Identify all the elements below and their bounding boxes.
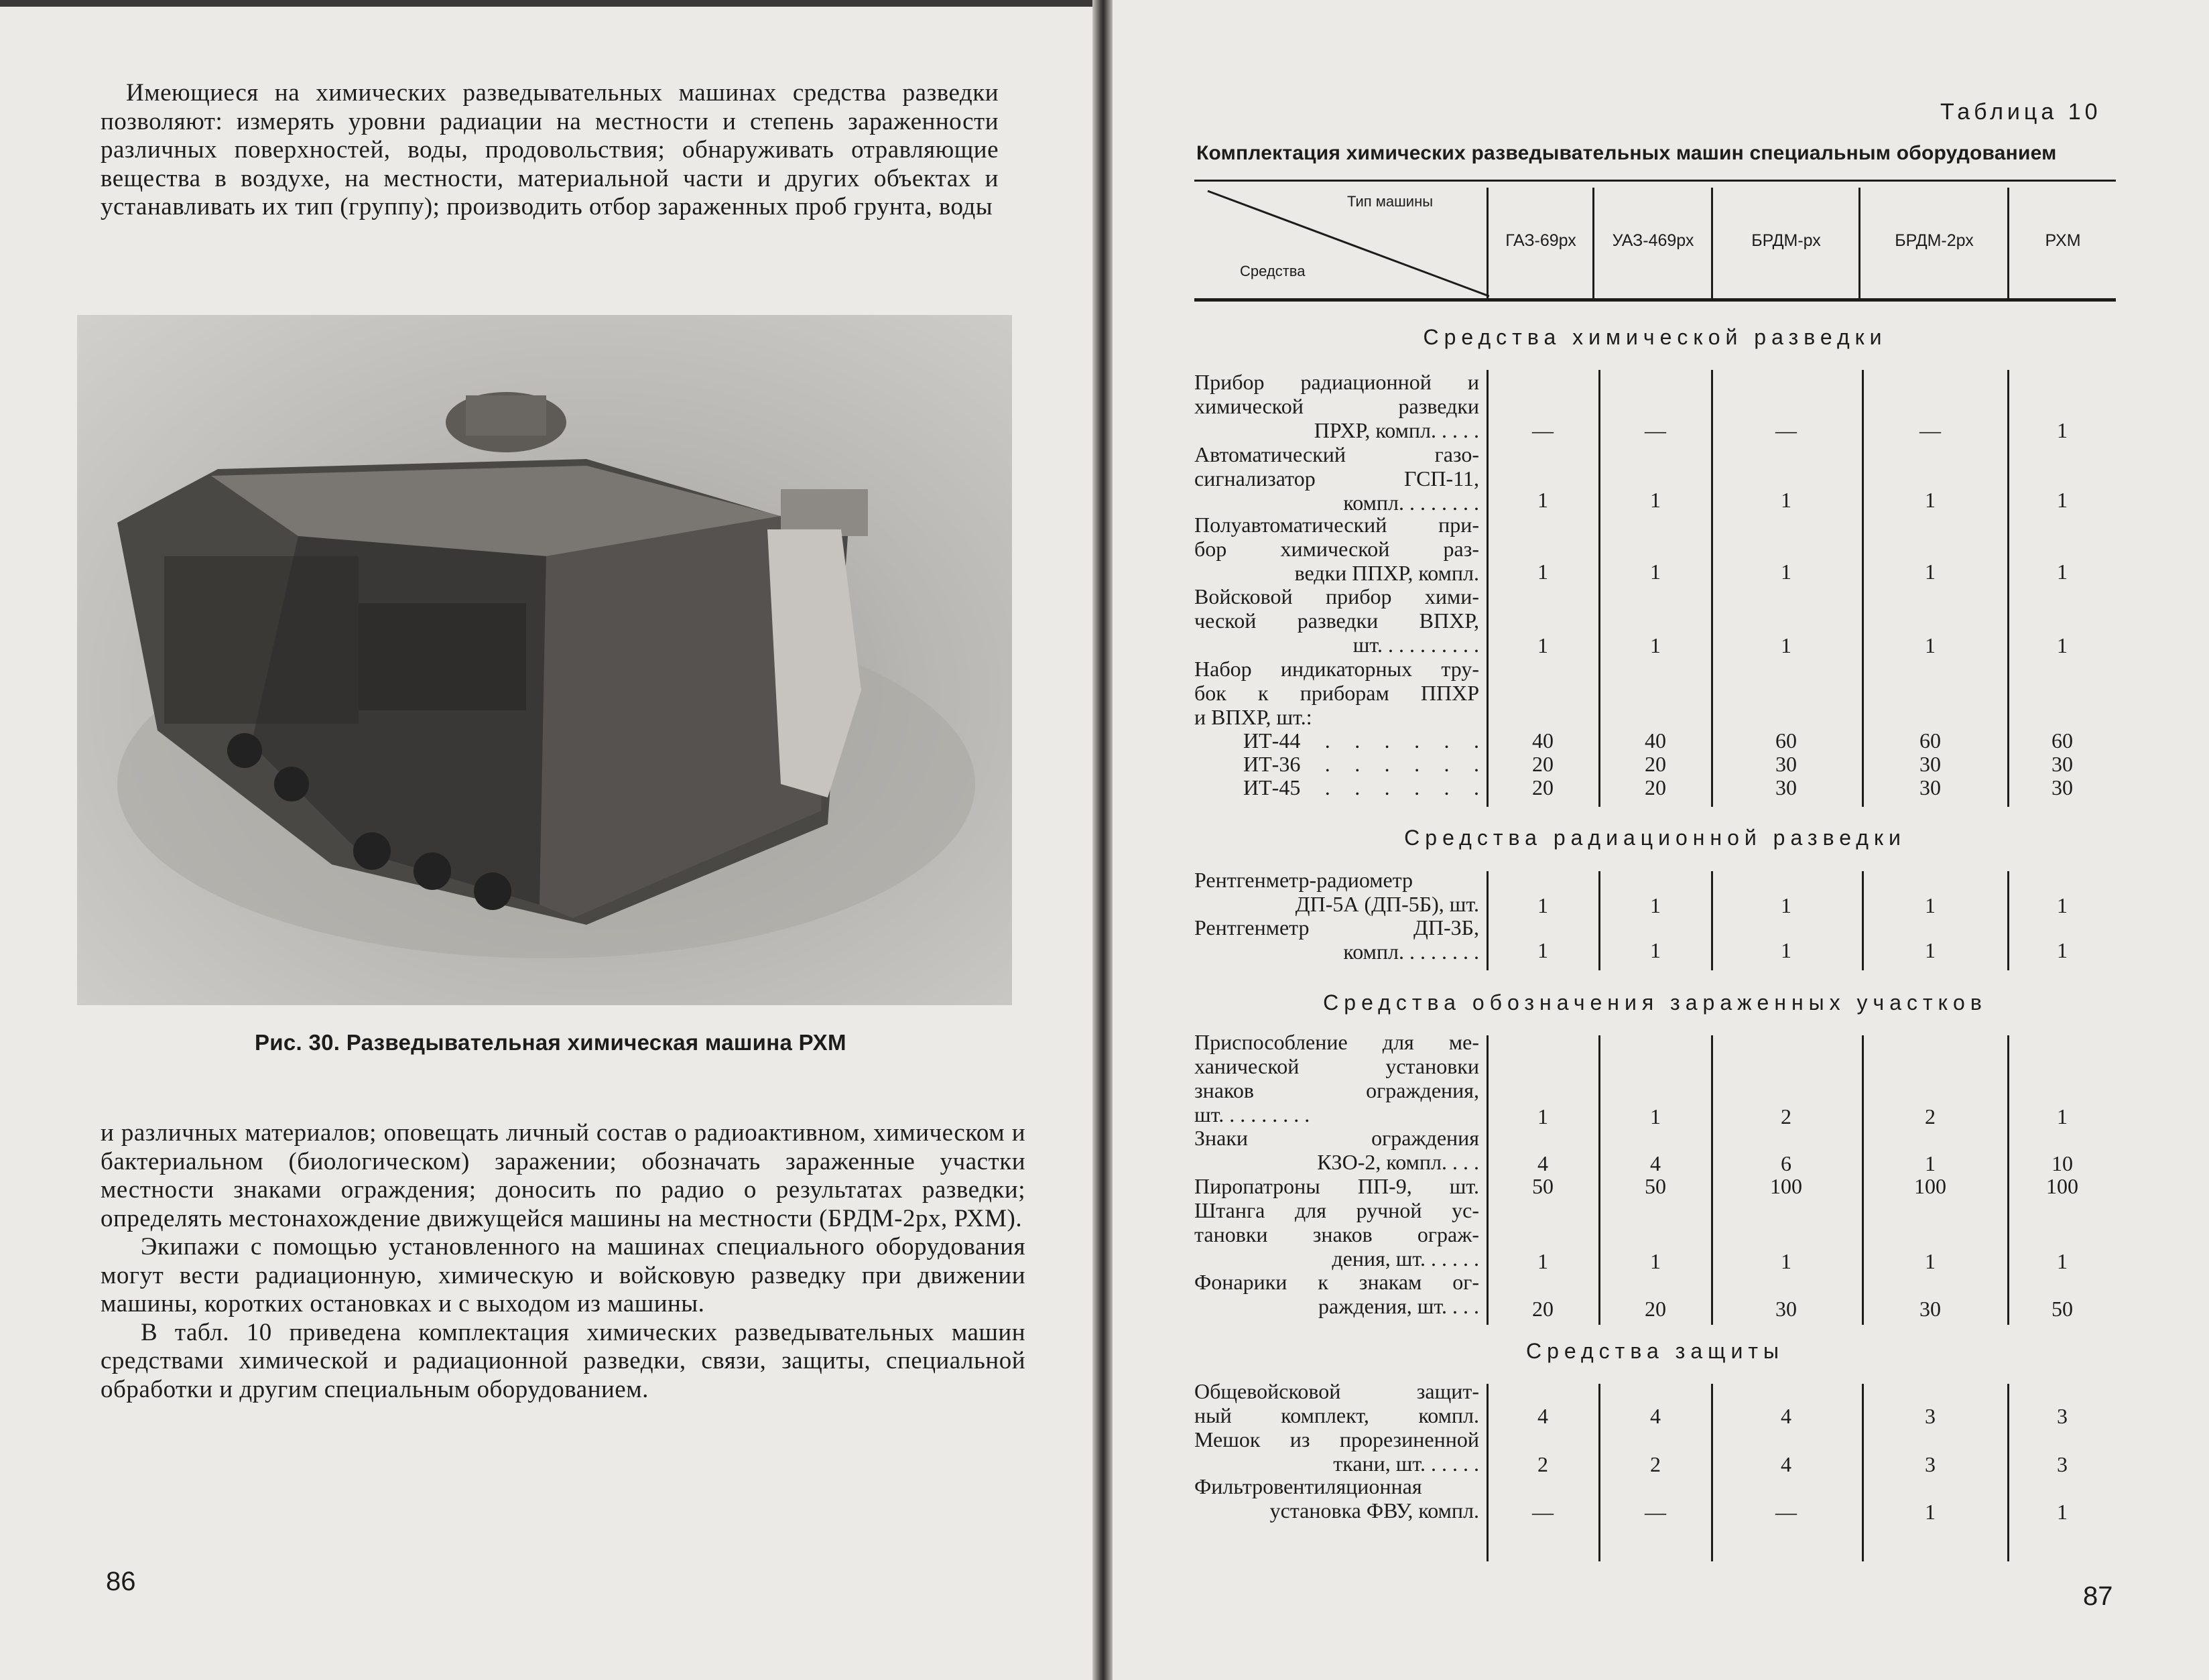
header-divider — [1711, 188, 1713, 300]
column-divider — [1862, 871, 1864, 970]
row-line: знаков ограждения, — [1194, 1078, 1479, 1102]
cell-lamps-gaz69: 20 — [1532, 1297, 1554, 1321]
cell-pphr-rhm: 1 — [2057, 560, 2068, 584]
row-line: ПРХР, компл. . . . . — [1314, 418, 1479, 442]
header-diagonal-line — [1194, 181, 1489, 299]
cell-vphr-brdm2: 1 — [1925, 633, 1936, 657]
row-line: ДП-5А (ДП-5Б), шт. — [1295, 892, 1479, 916]
cell-ozk-brdm2: 3 — [1925, 1404, 1936, 1428]
table-label: Таблица 10 — [1940, 99, 2102, 125]
row-label-it44 — [1243, 728, 1479, 753]
column-header-gaz69: ГАЗ-69рх — [1505, 231, 1576, 250]
cell-it36-rhm: 30 — [2052, 752, 2073, 776]
cell-vphr-rhm: 1 — [2057, 633, 2068, 657]
cell-gsp11-rhm: 1 — [2057, 488, 2068, 512]
cell-dp5a-gaz69: 1 — [1537, 893, 1548, 917]
column-divider — [1487, 1035, 1489, 1325]
column-divider — [1711, 370, 1713, 807]
column-divider — [1711, 1035, 1713, 1325]
column-divider — [1598, 370, 1600, 807]
row-line: Фонарики к знакам ог- — [1194, 1270, 1479, 1294]
row-label-mech — [1194, 1030, 1479, 1126]
cell-shtanga-gaz69: 1 — [1537, 1249, 1548, 1273]
cell-lamps-rhm: 50 — [2052, 1297, 2073, 1321]
row-line: компл. . . . . . . . — [1343, 491, 1479, 515]
row-line: ИТ-45 . . . . . . — [1243, 775, 1479, 799]
cell-kzo2-uaz469: 4 — [1650, 1151, 1661, 1175]
cell-it36-brdm: 30 — [1775, 752, 1797, 776]
row-line: Фильтровентиляционная — [1194, 1474, 1422, 1498]
header-divider — [1592, 188, 1594, 300]
cell-pp9-brdm2: 100 — [1914, 1174, 1946, 1198]
cell-pphr-brdm2: 1 — [1925, 560, 1936, 584]
header-corner-bottom: Средства — [1240, 263, 1306, 279]
row-label-shtanga — [1194, 1198, 1479, 1271]
cell-fvu-brdm2: 1 — [1925, 1500, 1936, 1524]
header-corner-top: Тип машины — [1347, 193, 1434, 210]
cell-kzo2-rhm: 10 — [2052, 1151, 2073, 1175]
cell-dp3b-brdm: 1 — [1781, 938, 1791, 962]
cell-lamps-brdm: 30 — [1775, 1297, 1797, 1321]
cell-pphr-gaz69: 1 — [1537, 560, 1548, 584]
cell-ozk-uaz469: 4 — [1650, 1404, 1661, 1428]
section-title-chemical: Средства химической разведки — [1423, 325, 1887, 349]
figure-caption: Рис. 30. Разведывательная химическая машина РХМ — [255, 1030, 846, 1055]
row-line: установка ФВУ, компл. — [1269, 1498, 1479, 1523]
row-line: шт. . . . . . . . . . — [1352, 633, 1479, 657]
row-line: бор химической раз- — [1194, 537, 1479, 561]
cell-pphr-uaz469: 1 — [1650, 560, 1661, 584]
cell-mech-uaz469: 1 — [1650, 1104, 1661, 1128]
row-label-it45 — [1243, 775, 1479, 799]
row-line: ческой разведки ВПХР, — [1194, 608, 1479, 633]
cell-it45-gaz69: 20 — [1532, 775, 1554, 799]
cell-vphr-gaz69: 1 — [1537, 633, 1548, 657]
cell-fvu-gaz69: — — [1532, 1500, 1554, 1524]
row-line: Пиропатроны ПП-9, шт. — [1194, 1174, 1479, 1198]
column-header-uaz469: УАЗ-469рх — [1612, 231, 1694, 250]
top-dark-band — [0, 0, 1092, 7]
cell-pphr-brdm: 1 — [1781, 560, 1791, 584]
page-number-left: 86 — [106, 1567, 136, 1596]
row-line: бок к приборам ППХР — [1194, 681, 1479, 705]
cell-it45-brdm2: 30 — [1919, 775, 1941, 799]
row-line: тановки знаков ограж- — [1194, 1222, 1479, 1246]
cell-pp9-gaz69: 50 — [1532, 1174, 1554, 1198]
row-label-kzo2 — [1194, 1126, 1479, 1174]
cell-vphr-uaz469: 1 — [1650, 633, 1661, 657]
column-divider — [1862, 370, 1864, 807]
cell-vphr-brdm: 1 — [1781, 633, 1791, 657]
row-line: Прибор радиационной и — [1194, 370, 1479, 394]
row-line: компл. . . . . . . . — [1343, 940, 1479, 964]
column-divider — [1711, 871, 1713, 970]
row-line: ИТ-36 . . . . . . — [1243, 752, 1479, 776]
cell-mech-gaz69: 1 — [1537, 1104, 1548, 1128]
cell-pp9-rhm: 100 — [2046, 1174, 2078, 1198]
row-label-tubes — [1194, 657, 1479, 729]
column-divider — [1711, 1384, 1713, 1561]
row-line: Войсковой прибор хими- — [1194, 584, 1479, 608]
cell-lamps-brdm2: 30 — [1919, 1297, 1941, 1321]
cell-it44-gaz69: 40 — [1532, 728, 1554, 753]
cell-mech-brdm2: 2 — [1925, 1104, 1936, 1128]
cell-shtanga-rhm: 1 — [2057, 1249, 2068, 1273]
cell-dp5a-uaz469: 1 — [1650, 893, 1661, 917]
column-divider — [1598, 1384, 1600, 1561]
row-label-vphr — [1194, 584, 1479, 657]
row-label-pphr — [1194, 513, 1479, 585]
row-line: Набор индикаторных тру- — [1194, 657, 1479, 681]
cell-bag-rhm: 3 — [2057, 1452, 2068, 1476]
cell-ozk-rhm: 3 — [2057, 1404, 2068, 1428]
row-line: и ВПХР, шт.: — [1194, 705, 1312, 729]
row-line: ИТ-44 . . . . . . — [1243, 728, 1479, 753]
row-label-dp3b — [1194, 915, 1479, 964]
row-label-prhr — [1194, 370, 1479, 442]
cell-mech-rhm: 1 — [2057, 1104, 2068, 1128]
cell-prhr-gaz69: — — [1532, 418, 1554, 442]
column-divider — [1487, 1384, 1489, 1561]
cell-dp3b-gaz69: 1 — [1537, 938, 1548, 962]
cell-shtanga-uaz469: 1 — [1650, 1249, 1661, 1273]
cell-kzo2-gaz69: 4 — [1537, 1151, 1548, 1175]
cell-ozk-brdm: 4 — [1781, 1404, 1791, 1428]
cell-it45-rhm: 30 — [2052, 775, 2073, 799]
cell-gsp11-uaz469: 1 — [1650, 488, 1661, 512]
page-number-right: 87 — [2083, 1581, 2113, 1611]
row-line: Автоматический газо- — [1194, 442, 1479, 466]
row-label-pp9 — [1194, 1174, 1479, 1198]
cell-bag-gaz69: 2 — [1537, 1452, 1548, 1476]
cell-bag-brdm2: 3 — [1925, 1452, 1936, 1476]
paragraph-2: Экипажи с помощью установленного на машинах специального оборудования могут вести радиационную, химическую и войсковую разведку при движении машины, коротких остановках и с выходом из машины. — [101, 1233, 1025, 1317]
column-header-brdm2: БРДМ-2рх — [1895, 231, 1974, 250]
row-line: сигнализатор ГСП-11, — [1194, 466, 1479, 491]
cell-mech-brdm: 2 — [1781, 1104, 1791, 1128]
left-page — [0, 0, 1092, 1680]
cell-prhr-brdm: — — [1775, 418, 1797, 442]
column-divider — [1598, 1035, 1600, 1325]
cell-dp5a-brdm2: 1 — [1925, 893, 1936, 917]
row-line: Знаки ограждения — [1194, 1126, 1479, 1150]
cell-it44-rhm: 60 — [2052, 728, 2073, 753]
cell-bag-uaz469: 2 — [1650, 1452, 1661, 1476]
cell-it36-gaz69: 20 — [1532, 752, 1554, 776]
row-label-dp5a — [1194, 868, 1479, 916]
armored-vehicle-illustration — [77, 315, 1012, 1005]
row-label-lamps — [1194, 1270, 1479, 1318]
figure-photo-rhm-vehicle — [77, 315, 1012, 1005]
cell-fvu-brdm: — — [1775, 1500, 1797, 1524]
row-line: Приспособление для ме- — [1194, 1030, 1479, 1054]
cell-it36-brdm2: 30 — [1919, 752, 1941, 776]
column-divider — [1862, 1035, 1864, 1325]
row-line: Мешок из прорезиненной — [1194, 1427, 1479, 1451]
paragraph-top: Имеющиеся на химических разведывательных машинах средства разведки позволяют: измерять уровни радиации на местности и степень зараженности различных поверхностей, воды, продовольствия; обнаруживать отравляющие вещества в воздухе, на местности, материальной части и других объектах и устанавливать их тип (группу); производить отбор зараженных проб грунта, воды — [101, 79, 999, 220]
section-title-protection: Средства защиты — [1526, 1339, 1784, 1363]
header-divider — [2007, 188, 2009, 300]
paragraph-1: и различных материалов; оповещать личный состав о радиоактивном, химическом и бактериальном (биологическом) заражении; обозначать зараженные участки местности знаками ограждения; доносить по радио о результатах разведки; определять местонахождение движущейся машины на местности (БРДМ-2рх, РХМ). — [101, 1119, 1025, 1232]
cell-kzo2-brdm2: 1 — [1925, 1151, 1936, 1175]
cell-it44-brdm2: 60 — [1919, 728, 1941, 753]
cell-prhr-rhm: 1 — [2057, 418, 2068, 442]
row-line: Общевойсковой защит- — [1194, 1379, 1479, 1403]
cell-dp5a-brdm: 1 — [1781, 893, 1791, 917]
cell-dp3b-rhm: 1 — [2057, 938, 2068, 962]
table-title: Комплектация химических разведывательных машин специальным оборудованием — [1196, 142, 2057, 164]
row-line: шт. . . . . . . . . — [1194, 1102, 1310, 1126]
cell-it45-uaz469: 20 — [1645, 775, 1666, 799]
cell-gsp11-brdm2: 1 — [1925, 488, 1936, 512]
row-line: дения, шт. . . . . . — [1332, 1246, 1479, 1271]
row-line: Рентгенметр-радиометр — [1194, 868, 1413, 892]
row-label-ozk — [1194, 1379, 1479, 1427]
cell-gsp11-gaz69: 1 — [1537, 488, 1548, 512]
column-divider — [1487, 871, 1489, 970]
row-label-gsp11 — [1194, 442, 1479, 515]
book-spine — [1092, 0, 1113, 1680]
cell-prhr-brdm2: — — [1919, 418, 1941, 442]
column-divider — [1487, 370, 1489, 807]
cell-it45-brdm: 30 — [1775, 775, 1797, 799]
row-line: Полуавтоматический при- — [1194, 513, 1479, 537]
cell-shtanga-brdm2: 1 — [1925, 1249, 1936, 1273]
row-line: Рентгенметр ДП-3Б, — [1194, 915, 1479, 940]
cell-lamps-uaz469: 20 — [1645, 1297, 1666, 1321]
header-divider — [1858, 188, 1860, 300]
row-line: ткани, шт. . . . . . — [1333, 1451, 1479, 1476]
row-line: Штанга для ручной ус- — [1194, 1198, 1479, 1222]
cell-pp9-brdm: 100 — [1770, 1174, 1802, 1198]
cell-fvu-uaz469: — — [1645, 1500, 1666, 1524]
section-title-radiation: Средства радиационной разведки — [1404, 826, 1906, 850]
cell-fvu-rhm: 1 — [2057, 1500, 2068, 1524]
row-line: химической разведки — [1194, 394, 1479, 418]
paragraph-3: В табл. 10 приведена комплектация химических разведывательных машин средствами химической и радиационной разведки, связи, защиты, специальной обработки и другим специальным оборудованием. — [101, 1318, 1025, 1403]
cell-gsp11-brdm: 1 — [1781, 488, 1791, 512]
cell-ozk-gaz69: 4 — [1537, 1404, 1548, 1428]
cell-shtanga-brdm: 1 — [1781, 1249, 1791, 1273]
cell-kzo2-brdm: 6 — [1781, 1151, 1791, 1175]
row-line: КЗО-2, компл. . . . — [1317, 1150, 1479, 1174]
cell-it44-uaz469: 40 — [1645, 728, 1666, 753]
cell-it44-brdm: 60 — [1775, 728, 1797, 753]
header-divider — [1487, 188, 1489, 300]
row-label-bag — [1194, 1427, 1479, 1476]
row-line: раждения, шт. . . . — [1318, 1294, 1479, 1318]
cell-pp9-uaz469: 50 — [1645, 1174, 1666, 1198]
cell-it36-uaz469: 20 — [1645, 752, 1666, 776]
paragraph-bottom-block — [101, 1119, 1025, 1404]
section-title-marking: Средства обозначения зараженных участков — [1323, 990, 1987, 1015]
cell-dp3b-uaz469: 1 — [1650, 938, 1661, 962]
cell-bag-brdm: 4 — [1781, 1452, 1791, 1476]
cell-dp5a-rhm: 1 — [2057, 893, 2068, 917]
row-label-fvu — [1194, 1474, 1479, 1523]
row-line: ный комплект, компл. — [1194, 1403, 1479, 1427]
column-divider — [1862, 1384, 1864, 1561]
row-line: ведки ППХР, компл. — [1294, 561, 1479, 585]
column-divider — [1598, 871, 1600, 970]
cell-dp3b-brdm2: 1 — [1925, 938, 1936, 962]
column-header-rhm: РХМ — [2045, 231, 2081, 250]
column-header-brdm: БРДМ-рх — [1751, 231, 1821, 250]
row-label-it36 — [1243, 752, 1479, 776]
row-line: ханической установки — [1194, 1054, 1479, 1078]
cell-prhr-uaz469: — — [1645, 418, 1666, 442]
